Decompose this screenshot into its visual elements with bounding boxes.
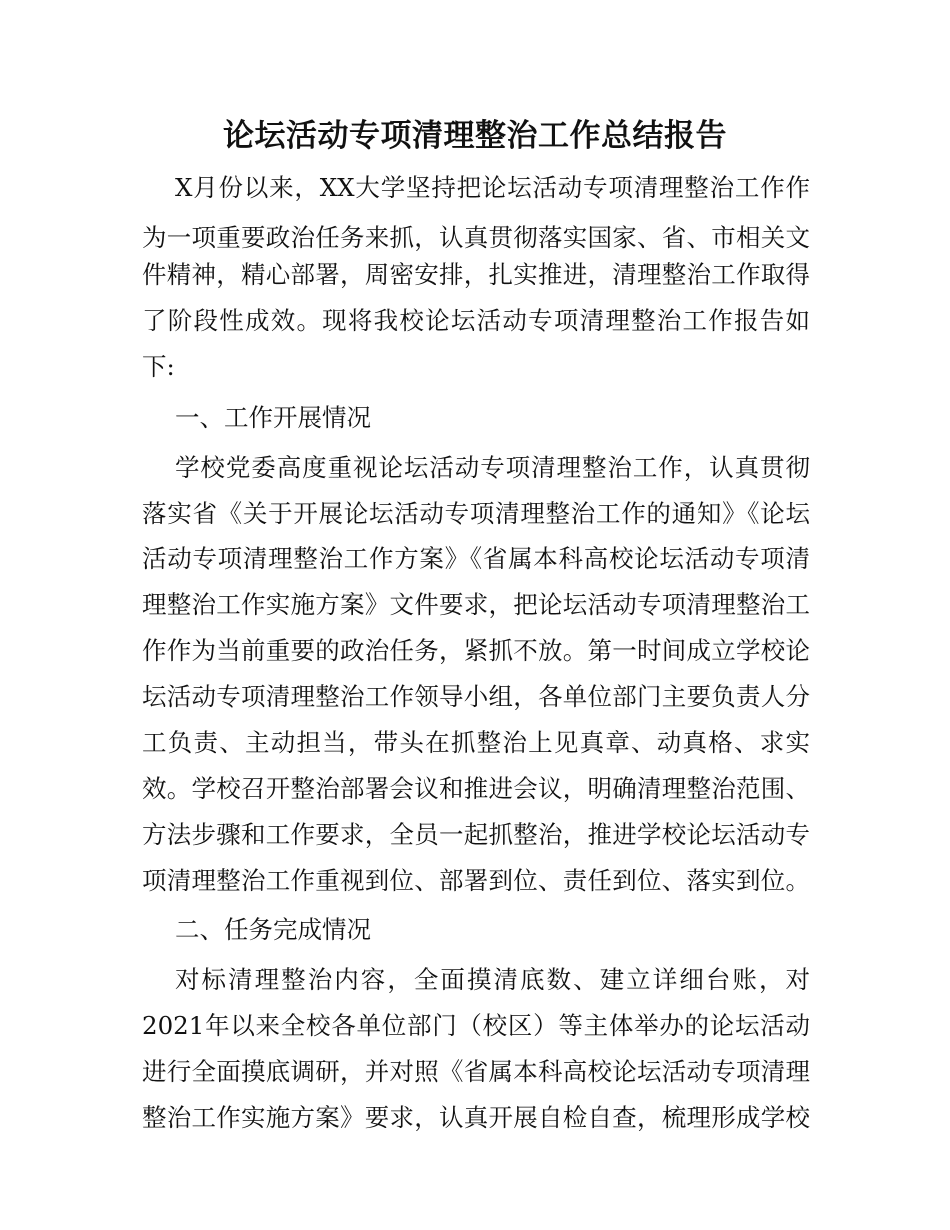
text-line: 为一项重要政治任务来抓，认真贯彻落实国家、省、市相关文 [142, 223, 810, 252]
text-line: 整治工作实施方案》要求，认真开展自检自查，梳理形成学校 [142, 1103, 810, 1132]
text-line: 活动专项清理整治工作方案》《省属本科高校论坛活动专项清 [142, 544, 810, 573]
document-title: 论坛活动专项清理整治工作总结报告 [223, 118, 727, 154]
text-line: 2021年以来全校各单位部门（校区）等主体举办的论坛活动 [142, 1011, 810, 1040]
text-line: 进行全面摸底调研，并对照《省属本科高校论坛活动专项清理 [142, 1057, 810, 1086]
text-line: 工负责、主动担当，带头在抓整治上见真章、动真格、求实 [142, 728, 810, 757]
text-line: 件精神，精心部署，周密安排，扎实推进，清理整治工作取得 [142, 260, 810, 289]
text-line: 对标清理整治内容，全面摸清底数、建立详细台账，对 [175, 965, 810, 994]
text-line: 了阶段性成效。现将我校论坛活动专项清理整治工作报告如 [142, 306, 810, 335]
text-line: 理整治工作实施方案》文件要求，把论坛活动专项清理整治工 [142, 590, 810, 619]
section-heading: 二、任务完成情况 [175, 915, 371, 944]
text-line: 落实省《关于开展论坛活动专项清理整治工作的通知》《论坛 [142, 499, 810, 528]
text-line: 下: [142, 352, 175, 381]
text-line: 方法步骤和工作要求，全员一起抓整治，推进学校论坛活动专 [142, 820, 810, 849]
text-line: 效。学校召开整治部署会议和推进会议，明确清理整治范围、 [142, 774, 810, 803]
section-heading: 一、工作开展情况 [175, 403, 371, 432]
text-line: 项清理整治工作重视到位、部署到位、责任到位、落实到位。 [142, 866, 810, 895]
text-line: 坛活动专项清理整治工作领导小组，各单位部门主要负责人分 [142, 682, 810, 711]
text-line: X月份以来，XX大学坚持把论坛活动专项清理整治工作作 [175, 173, 810, 202]
text-line: 作作为当前重要的政治任务，紧抓不放。第一时间成立学校论 [142, 636, 810, 665]
text-line: 学校党委高度重视论坛活动专项清理整治工作，认真贯彻 [175, 453, 810, 482]
